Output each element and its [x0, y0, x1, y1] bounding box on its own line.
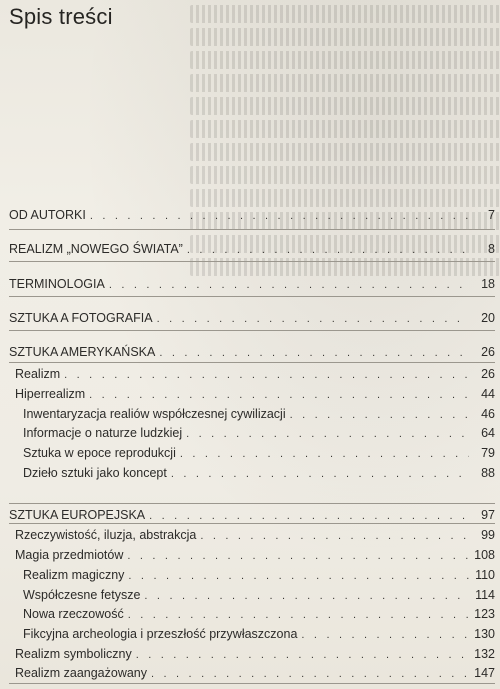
toc-entry [15, 664, 495, 682]
toc-entry-page: 88 [481, 466, 495, 480]
toc-entry [23, 605, 495, 623]
toc-entry-page: 7 [488, 208, 495, 222]
toc-entry-page: 132 [474, 647, 495, 661]
toc-entry-label: Informacje o naturze ludzkiej [23, 426, 183, 440]
toc-entry-label: Realizm magiczny [23, 568, 125, 582]
toc-entry-label: Inwentaryzacja realiów współczesnej cywilizacji [23, 407, 286, 421]
toc-entry [23, 405, 495, 423]
dot-leader [64, 366, 469, 384]
toc-entry-label: SZTUKA AMERYKAŃSKA [9, 345, 156, 359]
toc-entry-page: 114 [475, 588, 495, 602]
dot-leader [136, 646, 469, 664]
toc-entry [23, 566, 495, 584]
dot-leader [128, 606, 469, 624]
dot-leader [109, 276, 469, 294]
dot-leader [301, 626, 469, 644]
section-divider [9, 523, 495, 524]
toc-entry [23, 586, 495, 604]
toc-entry [23, 464, 495, 482]
toc-entry-label: SZTUKA EUROPEJSKA [9, 508, 146, 522]
toc-entry [15, 526, 495, 544]
section-divider [9, 229, 495, 230]
toc-entry [9, 309, 495, 327]
toc-entry [9, 206, 495, 224]
dot-leader [290, 406, 469, 424]
section-divider [9, 683, 495, 684]
section-divider [9, 362, 495, 363]
toc-entry-page: 8 [488, 242, 495, 256]
toc-entry-label: Współczesne fetysze [23, 588, 141, 602]
toc-entry-page: 110 [475, 568, 495, 582]
toc-entry [15, 645, 495, 663]
toc-entry-label: Nowa rzeczowość [23, 607, 124, 621]
toc-entry-label: TERMINOLOGIA [9, 277, 105, 291]
toc-entry-page: 20 [481, 311, 495, 325]
toc-entry [23, 625, 495, 643]
toc-entry-label: Realizm [15, 367, 61, 381]
toc-entry [23, 424, 495, 442]
toc-entry [15, 365, 495, 383]
toc-entry-page: 108 [474, 548, 495, 562]
dot-leader [151, 665, 469, 683]
toc-entry-page: 64 [481, 426, 495, 440]
toc-entry-label: REALIZM „NOWEGO ŚWIATA” [9, 242, 183, 256]
page-title: Spis treści [9, 4, 113, 29]
toc-entry-page: 18 [481, 277, 495, 291]
toc-entry-label: Realizm symboliczny [15, 647, 132, 661]
toc-entry-label: Sztuka w epoce reprodukcji [23, 446, 176, 460]
dot-leader [90, 207, 469, 225]
dot-leader [187, 241, 469, 259]
dot-leader [128, 567, 469, 585]
toc-entry-label: Hiperrealizm [15, 387, 86, 401]
section-divider [9, 330, 495, 331]
toc-entry-page: 99 [481, 528, 495, 542]
toc-entry-page: 26 [481, 367, 495, 381]
dot-leader [127, 547, 469, 565]
toc-entry-label: Realizm zaangażowany [15, 666, 148, 680]
dot-leader [180, 445, 469, 463]
toc-entry-page: 97 [481, 508, 495, 522]
toc-entry-page: 26 [481, 345, 495, 359]
section-divider [9, 261, 495, 262]
toc-entry [9, 343, 495, 361]
dot-leader [171, 465, 469, 483]
toc-entry [15, 546, 495, 564]
dot-leader [186, 425, 469, 443]
dot-leader [159, 344, 469, 362]
toc-entry [9, 240, 495, 258]
dot-leader [89, 386, 469, 404]
toc-entry [15, 385, 495, 403]
dot-leader [144, 587, 469, 605]
toc-entry [9, 506, 495, 524]
section-divider [9, 296, 495, 297]
toc-entry [9, 275, 495, 293]
toc-entry-page: 44 [481, 387, 495, 401]
toc-entry-page: 46 [481, 407, 495, 421]
toc-entry-page: 79 [481, 446, 495, 460]
toc-entry-label: Dzieło sztuki jako koncept [23, 466, 167, 480]
toc-entry [23, 444, 495, 462]
toc-entry-page: 130 [474, 627, 495, 641]
toc-entry-label: Magia przedmiotów [15, 548, 124, 562]
dot-leader [157, 310, 469, 328]
toc-entry-page: 147 [474, 666, 495, 680]
toc-entry-label: OD AUTORKI [9, 208, 86, 222]
section-divider [9, 503, 495, 504]
toc-entry-label: Fikcyjna archeologia i przeszłość przywłaszczona [23, 627, 298, 641]
dot-leader [200, 527, 469, 545]
toc-entry-page: 123 [474, 607, 495, 621]
toc-entry-label: SZTUKA A FOTOGRAFIA [9, 311, 153, 325]
toc-entry-label: Rzeczywistość, iluzja, abstrakcja [15, 528, 197, 542]
